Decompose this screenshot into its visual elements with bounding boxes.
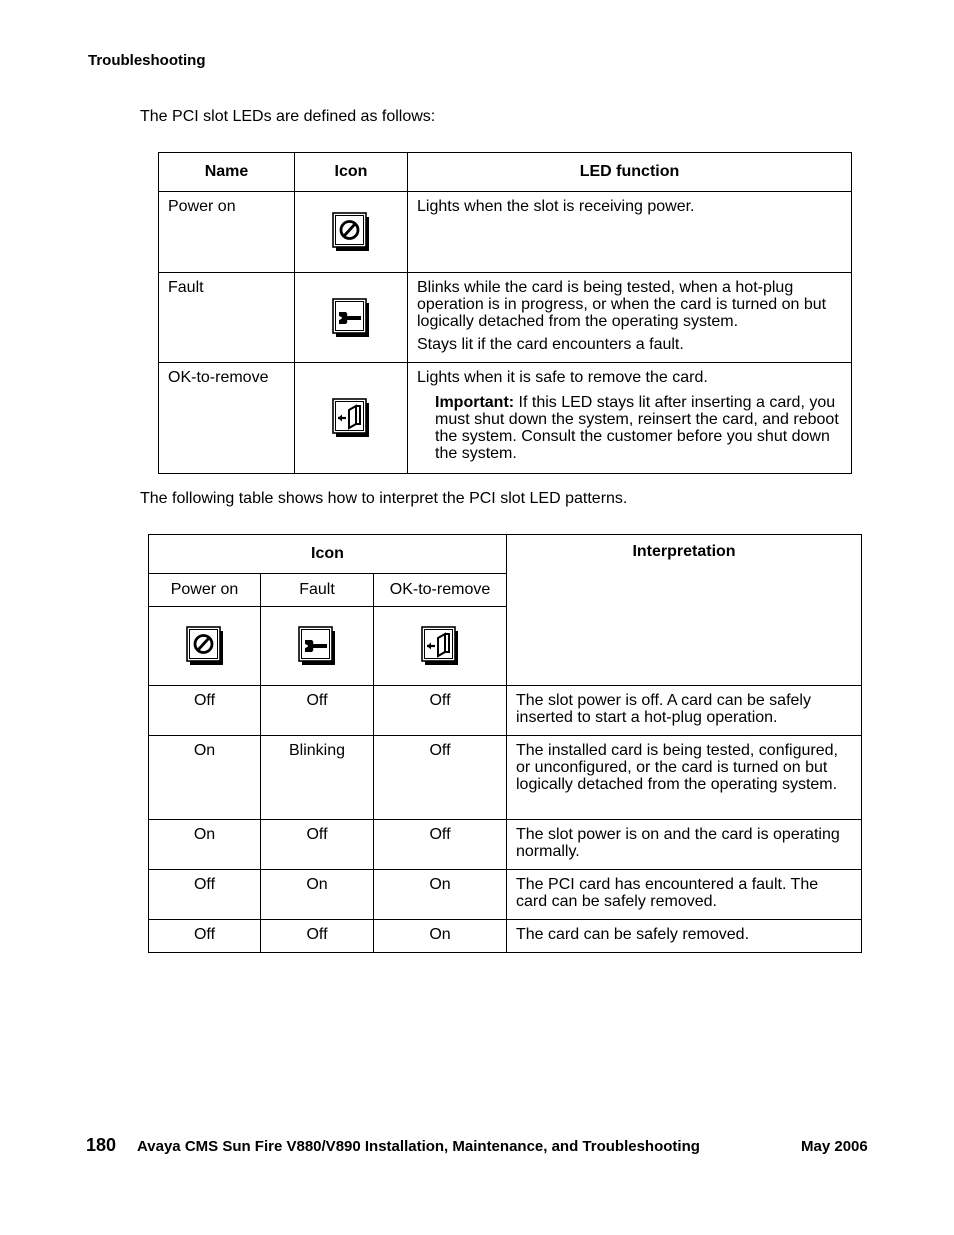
header-interpretation: Interpretation xyxy=(507,535,862,686)
intro-text: The PCI slot LEDs are defined as follows: xyxy=(140,108,436,125)
table-row xyxy=(149,820,862,870)
led-name: Power on xyxy=(159,192,295,273)
subheader-power-on: Power on xyxy=(149,574,261,607)
power-icon xyxy=(332,212,370,252)
header-led-function: LED function xyxy=(408,153,852,192)
subheader-ok-to-remove: OK-to-remove xyxy=(374,574,507,607)
table-row xyxy=(149,686,862,736)
section-header: Troubleshooting xyxy=(88,52,206,69)
important-label: Important: xyxy=(435,394,515,411)
power-state: Off xyxy=(149,686,261,736)
led-function: Lights when the slot is receiving power. xyxy=(408,192,852,273)
power-state: On xyxy=(149,820,261,870)
ok-to-remove-icon xyxy=(421,626,459,666)
important-text: If this LED stays lit after inserting a card, you must shut down the system, reinsert the card, and reboot the system. Consult the customer before you shut down the system. xyxy=(435,394,839,462)
table-header-row xyxy=(159,153,852,192)
patterns-intro-text: The following table shows how to interpret the PCI slot LED patterns. xyxy=(140,490,628,507)
fault-state: Off xyxy=(261,686,374,736)
page-number: 180 xyxy=(86,1135,117,1155)
table-row xyxy=(149,870,862,920)
led-definition-table xyxy=(158,152,852,474)
table-header-row xyxy=(149,535,862,574)
led-function xyxy=(408,273,852,363)
led-icon-cell xyxy=(295,363,408,474)
led-name: OK-to-remove xyxy=(159,363,295,474)
power-state: Off xyxy=(149,870,261,920)
document-title: Avaya CMS Sun Fire V880/V890 Installation, Maintenance, and Troubleshooting xyxy=(137,1138,700,1155)
table-row xyxy=(149,736,862,820)
led-icon-cell xyxy=(295,273,408,363)
interpretation: The slot power is off. A card can be safely inserted to start a hot-plug operation. xyxy=(507,686,862,736)
table-row xyxy=(159,273,852,363)
led-function xyxy=(408,363,852,474)
table-row xyxy=(159,363,852,474)
important-note xyxy=(435,394,842,462)
interpretation: The installed card is being tested, configured, or unconfigured, or the card is turned on but logically detached from the operating system. xyxy=(507,736,862,820)
header-icon: Icon xyxy=(149,535,507,574)
ok-state: Off xyxy=(374,686,507,736)
led-icon-cell xyxy=(295,192,408,273)
subheader-fault: Fault xyxy=(261,574,374,607)
header-name: Name xyxy=(159,153,295,192)
led-function-text: Blinks while the card is being tested, when a hot-plug operation is in progress, or when the card is turned on but logically detached from the operating system. xyxy=(417,279,827,330)
fault-state: On xyxy=(261,870,374,920)
header-icon: Icon xyxy=(295,153,408,192)
power-icon xyxy=(186,626,224,666)
led-function-text: Stays lit if the card encounters a fault. xyxy=(417,336,684,353)
led-pattern-table xyxy=(148,534,862,953)
table-row xyxy=(159,192,852,273)
ok-to-remove-icon xyxy=(332,398,370,438)
fault-state: Off xyxy=(261,920,374,953)
wrench-icon xyxy=(332,298,370,338)
ok-state: Off xyxy=(374,736,507,820)
fault-state: Blinking xyxy=(261,736,374,820)
ok-state: On xyxy=(374,920,507,953)
ok-state: On xyxy=(374,870,507,920)
interpretation: The slot power is on and the card is operating normally. xyxy=(507,820,862,870)
document-date: May 2006 xyxy=(801,1138,868,1155)
led-name: Fault xyxy=(159,273,295,363)
power-state: Off xyxy=(149,920,261,953)
ok-state: Off xyxy=(374,820,507,870)
fault-state: Off xyxy=(261,820,374,870)
wrench-icon xyxy=(298,626,336,666)
ok-icon-cell xyxy=(374,607,507,686)
led-function-text: Lights when it is safe to remove the card. xyxy=(417,369,708,386)
interpretation: The PCI card has encountered a fault. The card can be safely removed. xyxy=(507,870,862,920)
table-row xyxy=(149,920,862,953)
power-icon-cell xyxy=(149,607,261,686)
fault-icon-cell xyxy=(261,607,374,686)
interpretation: The card can be safely removed. xyxy=(507,920,862,953)
power-state: On xyxy=(149,736,261,820)
